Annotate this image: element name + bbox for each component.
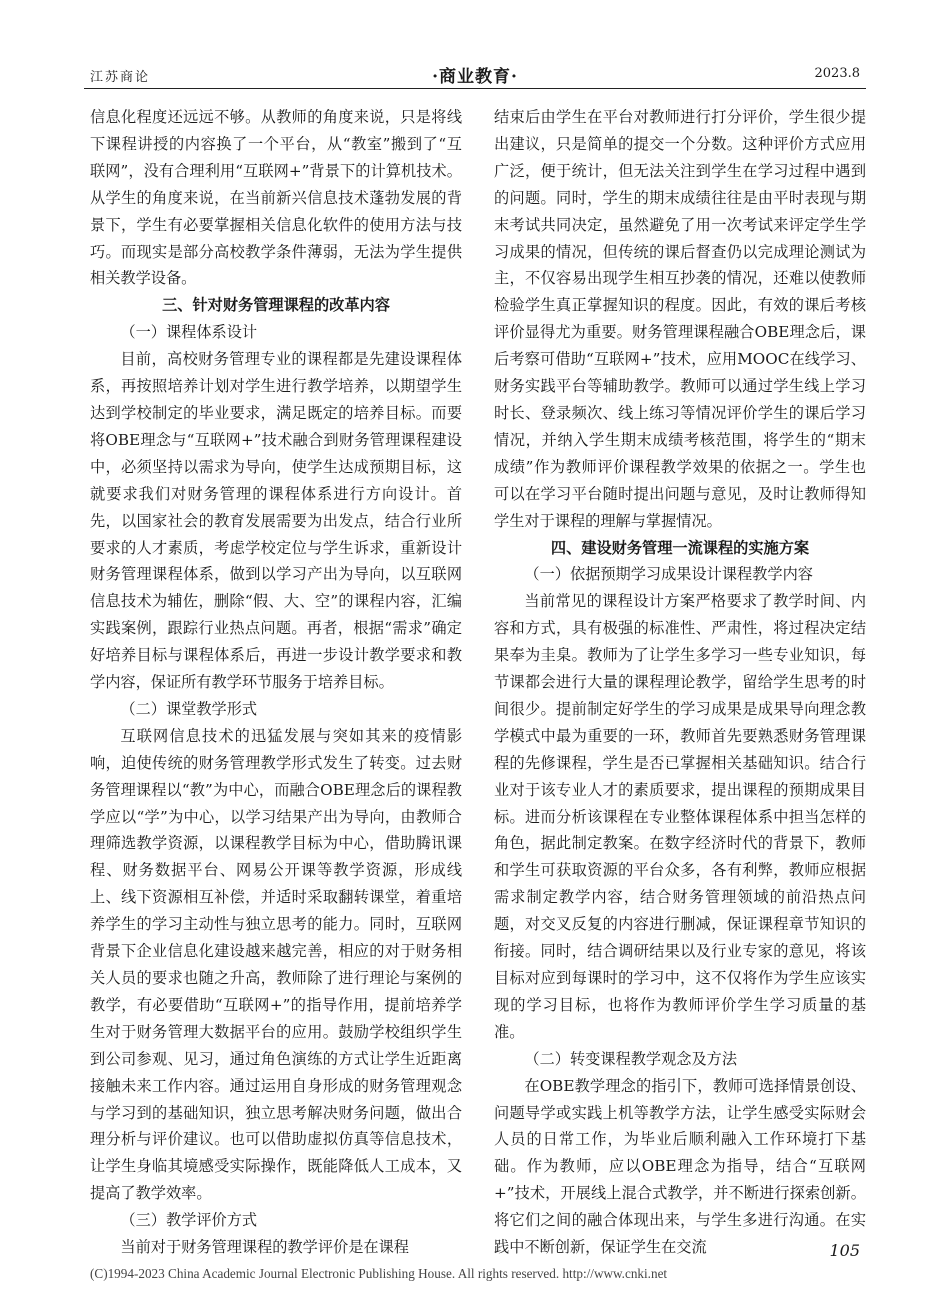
section-heading: 四、建设财务管理一流课程的实施方案: [550, 538, 810, 557]
right-column: [494, 104, 866, 1261]
copyright-footer: (C)1994-2023 China Academic Journal Electronic Publishing House. All rights reserved. http://www.cnki.net: [90, 1266, 668, 1281]
paragraph: 当前对于财务管理课程的教学评价是在课程: [120, 1238, 409, 1257]
paragraph: 在OBE教学理念的指引下，教师可选择情景创设、问题导学或实践上机等教学方法，让学生感受实际财会人员的日常工作，为毕业后顺利融入工作环境打下基础。作为教师，应以OBE理念为指导，结合“互联网+”技术，开展线上混合式教学，并不断进行探索创新。将它们之间的融合体现出来，与学生多进行沟通。在实践中不断创新，保证学生在交流: [494, 1076, 866, 1257]
page-header: [84, 62, 866, 89]
subsection-heading: （一）课程体系设计: [120, 323, 258, 342]
paragraph: 信息化程度还远远不够。从教师的角度来说，只是将线下课程讲授的内容换了一个平台，从“教室”搬到了“互联网”，没有合理利用“互联网+”背景下的计算机技术。从学生的角度来说，在当前新兴信息技术蓬勃发展的背景下，学生有必要掌握相关信息化软件的使用方法与技巧。而现实是部分高校教学条件薄弱，无法为学生提供相关教学设备。: [90, 108, 462, 288]
section-name: ·商业教育·: [432, 67, 518, 87]
subsection-heading: （二）转变课程教学观念及方法: [524, 1049, 738, 1068]
paragraph: 结束后由学生在平台对教师进行打分评价，学生很少提出建议，只是简单的提交一个分数。这种评价方式应用广泛，便于统计，但无法关注到学生在学习过程中遇到的问题。同时，学生的期末成绩往往是由平时表现与期末考试共同决定，虽然避免了用一次考试来评定学生学习成果的情况，但传统的课后督查仍以完成理论测试为主，不仅容易出现学生相互抄袭的情况，还难以使教师检验学生真正掌握知识的程度。因此，有效的课后考核评价显得尤为重要。财务管理课程融合OBE理念后，课后考察可借助“互联网+”技术，应用MOOC在线学习、财务实践平台等辅助教学。教师可以通过学生线上学习时长、登录频次、线上练习等情况评价学生的课后学习情况，并纳入学生期末成绩考核范围，将学生的“期末成绩”作为教师评价课程教学效果的依据之一。学生也可以在学习平台随时提出问题与意见，及时让教师得知学生对于课程的理解与掌握情况。: [494, 108, 866, 530]
paragraph: 当前常见的课程设计方案严格要求了教学时间、内容和方式，具有极强的标准性、严肃性，将过程决定结果奉为圭臬。教师为了让学生多学习一些专业知识，每节课都会进行大量的课程理论教学，留给学生思考的时间很少。提前制定好学生的学习成果是成果导向理念教学模式中最为重要的一环，教师首先要熟悉财务管理课程的先修课程，学生是否已掌握相关基础知识。结合行业对于该专业人才的素质要求，提出课程的预期成果目标。进而分析该课程在专业整体课程体系中担当怎样的角色，据此制定教案。在数字经济时代的背景下，教师和学生可获取资源的平台众多，各有利弊，教师应根据需求制定教学内容，结合财务管理领域的前沿热点问题，对交叉反复的内容进行删减，保证课程章节知识的衔接。同时，结合调研结果以及行业专家的意见，将该目标对应到每课时的学习中，这不仅将作为学生应该实现的学习目标，也将作为教师评价学生学习质量的基准。: [494, 592, 866, 1041]
subsection-heading: （二）课堂教学形式: [120, 699, 258, 718]
paragraph: 互联网信息技术的迅猛发展与突如其来的疫情影响，迫使传统的财务管理教学形式发生了转变。过去财务管理课程以“教”为中心，而融合OBE理念后的课程教学应以“学”为中心，以学习结果产出为导向，由教师合理筛选教学资源，以课程教学目标为中心，借助腾讯课程、财务数据平台、网易公开课等教学资源，形成线上、线下资源相互补偿，并适时采取翻转课堂，着重培养学生的学习主动性与独立思考的能力。同时，互联网背景下企业信息化建设越来越完善，相应的对于财务相关人员的要求也随之升高，教师除了进行理论与案例的教学，有必要借助“互联网+”的指导作用，提前培养学生对于财务管理大数据平台的应用。鼓励学校组织学生到公司参观、见习，通过角色演练的方式让学生近距离接触未来工作内容。通过运用自身形成的财务管理观念与学习到的基础知识，独立思考解决财务问题，做出合理分析与评价建议。也可以借助虚拟仿真等信息技术，让学生身临其境感受实际操作，既能降低人工成本，又提高了教学效率。: [90, 726, 462, 1203]
subsection-heading: （三）教学评价方式: [120, 1211, 258, 1230]
section-heading: 三、针对财务管理课程的改革内容: [162, 296, 390, 315]
paragraph: 目前，高校财务管理专业的课程都是先建设课程体系，再按照培养计划对学生进行教学培养，以期望学生达到学校制定的毕业要求，满足既定的培养目标。而要将OBE理念与“互联网+”技术融合到财务管理课程建设中，必须坚持以需求为导向，使学生达成预期目标，这就要求我们对财务管理的课程体系进行方向设计。首先，以国家社会的教育发展需要为出发点，结合行业所要求的人才素质，考虑学校定位与学生诉求，重新设计财务管理课程体系，做到以学习产出为导向，以互联网信息技术为辅佐，删除“假、大、空”的课程内容，汇编实践案例，跟踪行业热点问题。再者，根据“需求”确定好培养目标与课程体系后，再进一步设计教学要求和教学内容，保证所有教学环节服务于培养目标。: [90, 350, 462, 692]
page-number: 105: [829, 1241, 860, 1260]
journal-name: 江苏商论: [90, 70, 151, 85]
left-column: [90, 104, 462, 1261]
subsection-heading: （一）依据预期学习成果设计课程教学内容: [524, 565, 813, 584]
issue-number: 2023.8: [814, 66, 860, 81]
